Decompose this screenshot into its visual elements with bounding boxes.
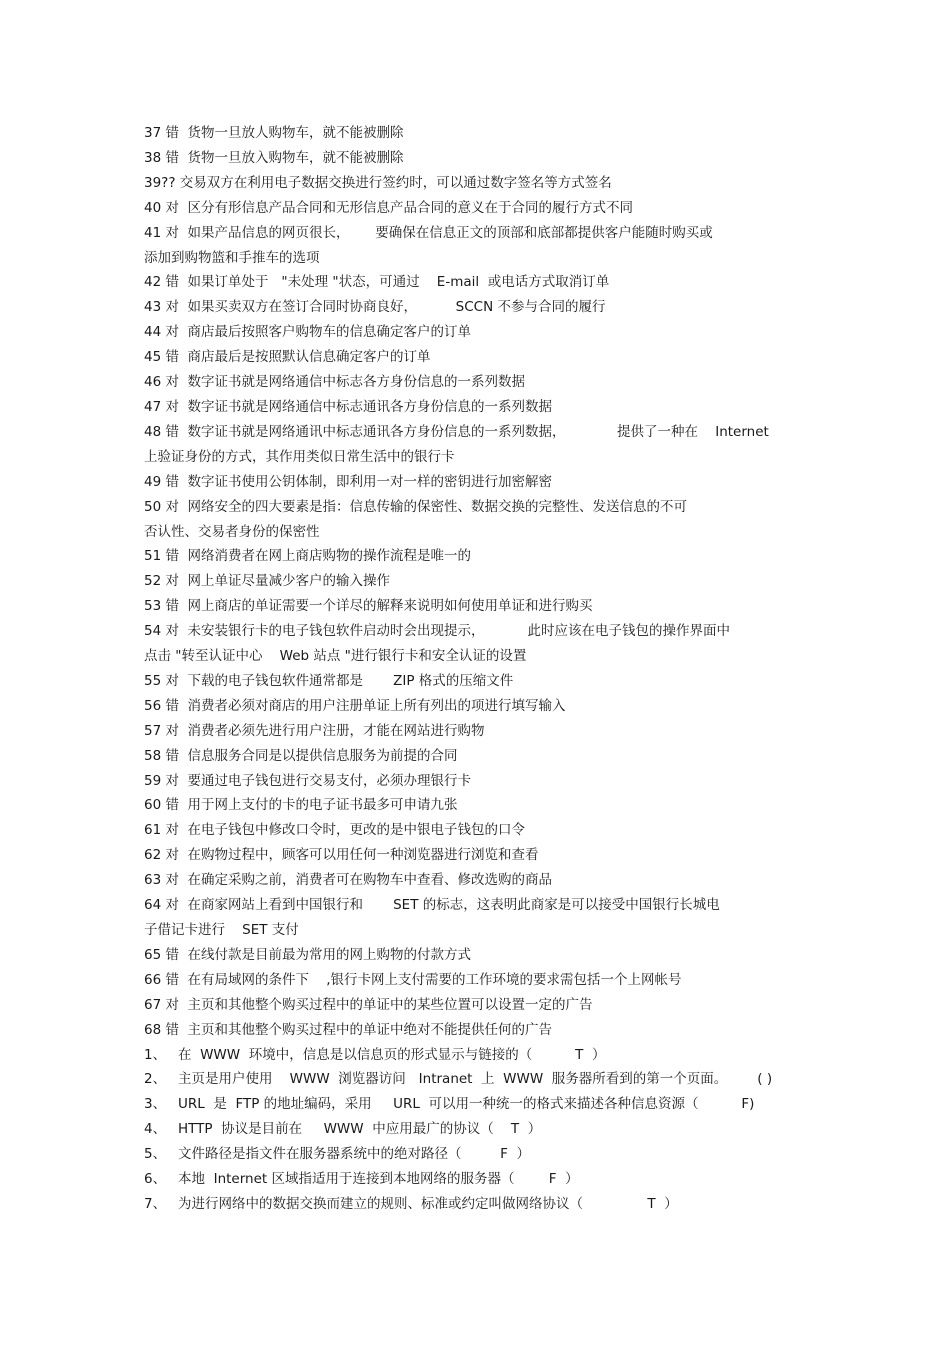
- document-body: [144, 121, 814, 1217]
- question-text: 在 WWW 环境中，信息是以信息页的形式显示与链接的（ T ）: [178, 1046, 606, 1063]
- answer-item-40: 40 对 区分有形信息产品合同和无形信息产品合同的意义在于合同的履行方式不同: [144, 199, 634, 216]
- answer-item-58: 58 错 信息服务合同是以提供信息服务为前提的合同: [144, 747, 458, 764]
- answer-item-41: 41 对 如果产品信息的网页很长， 要确保在信息正文的顶部和底部都提供客户能随时购买或 添加到购物篮和手推车的选项: [144, 224, 713, 266]
- answer-item-38: 38 错 货物一旦放入购物车，就不能被删除: [144, 149, 404, 166]
- answer-item-56: 56 错 消费者必须对商店的用户注册单证上所有列出的项进行填写输入: [144, 697, 566, 714]
- answer-item-65: 65 错 在线付款是目前最为常用的网上购物的付款方式: [144, 946, 472, 963]
- question-number: 4、: [144, 1121, 167, 1138]
- question-text: 本地 Internet 区域指适用于连接到本地网络的服务器（ F ）: [178, 1171, 579, 1188]
- answer-item-66: 66 错 在有局域网的条件下 ,银行卡网上支付需要的工作环境的要求需包括一个上网帐号: [144, 971, 682, 988]
- answer-item-54: 54 对 未安装银行卡的电子钱包软件启动时会出现提示， 此时应该在电子钱包的操作界面中 点击 "转至认证中心 Web 站点 "进行银行卡和安全认证的设置: [144, 623, 730, 665]
- answer-item-37: 37 错 货物一旦放人购物车，就不能被删除: [144, 125, 404, 141]
- answer-item-68: 68 错 主页和其他整个购买过程中的单证中绝对不能提供任何的广告: [144, 1021, 553, 1038]
- answer-item-60: 60 错 用于网上支付的卡的电子证书最多可申请九张: [144, 797, 458, 814]
- answer-item-61: 61 对 在电子钱包中修改口令时，更改的是中银电子钱包的口令: [144, 822, 526, 839]
- answer-item-55: 55 对 下载的电子钱包软件通常都是 ZIP 格式的压缩文件: [144, 672, 514, 689]
- question-text: URL 是 FTP 的地址编码，采用 URL 可以用一种统一的格式来描述各种信息资源（ F): [178, 1096, 755, 1113]
- answer-item-39: 39?? 交易双方在利用电子数据交换进行签约时，可以通过数字签名等方式签名: [144, 174, 612, 191]
- question-text: 为进行网络中的数据交换而建立的规则、标准或约定叫做网络协议（ T ）: [178, 1195, 678, 1212]
- answer-item-63: 63 对 在确定采购之前，消费者可在购物车中查看、修改选购的商品: [144, 872, 553, 889]
- answer-item-64: 64 对 在商家网站上看到中国银行和 SET 的标志，这表明此商家是可以接受中国银行长城电 子借记卡进行 SET 支付: [144, 897, 720, 938]
- question-text: HTTP 协议是目前在 WWW 中应用最广的协议（ T ）: [178, 1121, 542, 1138]
- question-number: 7、: [144, 1195, 167, 1212]
- answer-item-62: 62 对 在购物过程中，顾客可以用任何一种浏览器进行浏览和查看: [144, 847, 539, 864]
- question-number: 6、: [144, 1171, 167, 1188]
- answer-item-49: 49 错 数字证书使用公钥体制，即利用一对一样的密钥进行加密解密: [144, 473, 553, 490]
- answer-item-47: 47 对 数字证书就是网络通信中标志通讯各方身份信息的一系列数据: [144, 398, 553, 415]
- answer-item-52: 52 对 网上单证尽量减少客户的输入操作: [144, 573, 391, 590]
- answer-item-48: 48 错 数字证书就是网络通讯中标志通讯各方身份信息的一系列数据， 提供了一种在 Internet 上验证身份的方式，其作用类似日常生活中的银行卡: [144, 423, 769, 465]
- question-item-3: [144, 1092, 814, 1117]
- answer-item-42: 42 错 如果订单处于 "未处理 "状态，可通过 E-mail 或电话方式取消订单: [144, 274, 610, 291]
- question-item-2: [144, 1067, 814, 1092]
- answer-item-51: 51 错 网络消费者在网上商店购物的操作流程是唯一的: [144, 548, 472, 565]
- question-item-1: [144, 1043, 814, 1068]
- question-text: 文件路径是指文件在服务器系统中的绝对路径（ F ）: [178, 1146, 530, 1163]
- question-number: 5、: [144, 1146, 167, 1163]
- answer-item-46: 46 对 数字证书就是网络通信中标志各方身份信息的一系列数据: [144, 374, 526, 391]
- question-number: 1、: [144, 1046, 167, 1063]
- answer-item-44: 44 对 商店最后按照客户购物车的信息确定客户的订单: [144, 324, 472, 341]
- question-item-5: [144, 1142, 814, 1167]
- question-item-4: [144, 1117, 814, 1142]
- answer-item-43: 43 对 如果买卖双方在签订合同时协商良好， SCCN 不参与合同的履行: [144, 299, 606, 316]
- question-item-7: [144, 1192, 814, 1217]
- answer-item-57: 57 对 消费者必须先进行用户注册，才能在网站进行购物: [144, 722, 485, 739]
- answer-item-50: 50 对 网络安全的四大要素是指：信息传输的保密性、数据交换的完整性、发送信息的不可 否认性、交易者身份的保密性: [144, 498, 688, 540]
- question-item-6: [144, 1167, 814, 1192]
- question-number: 2、: [144, 1071, 167, 1088]
- question-text: 主页是用户使用 WWW 浏览器访问 Intranet 上 WWW 服务器所看到的第一个页面。 ( ): [178, 1071, 773, 1088]
- answer-item-53: 53 错 网上商店的单证需要一个详尽的解释来说明如何使用单证和进行购买: [144, 598, 593, 615]
- question-number: 3、: [144, 1096, 167, 1113]
- answer-item-45: 45 错 商店最后是按照默认信息确定客户的订单: [144, 349, 431, 366]
- answer-item-67: 67 对 主页和其他整个购买过程中的单证中的某些位置可以设置一定的广告: [144, 996, 593, 1013]
- answer-item-59: 59 对 要通过电子钱包进行交易支付，必须办理银行卡: [144, 772, 472, 789]
